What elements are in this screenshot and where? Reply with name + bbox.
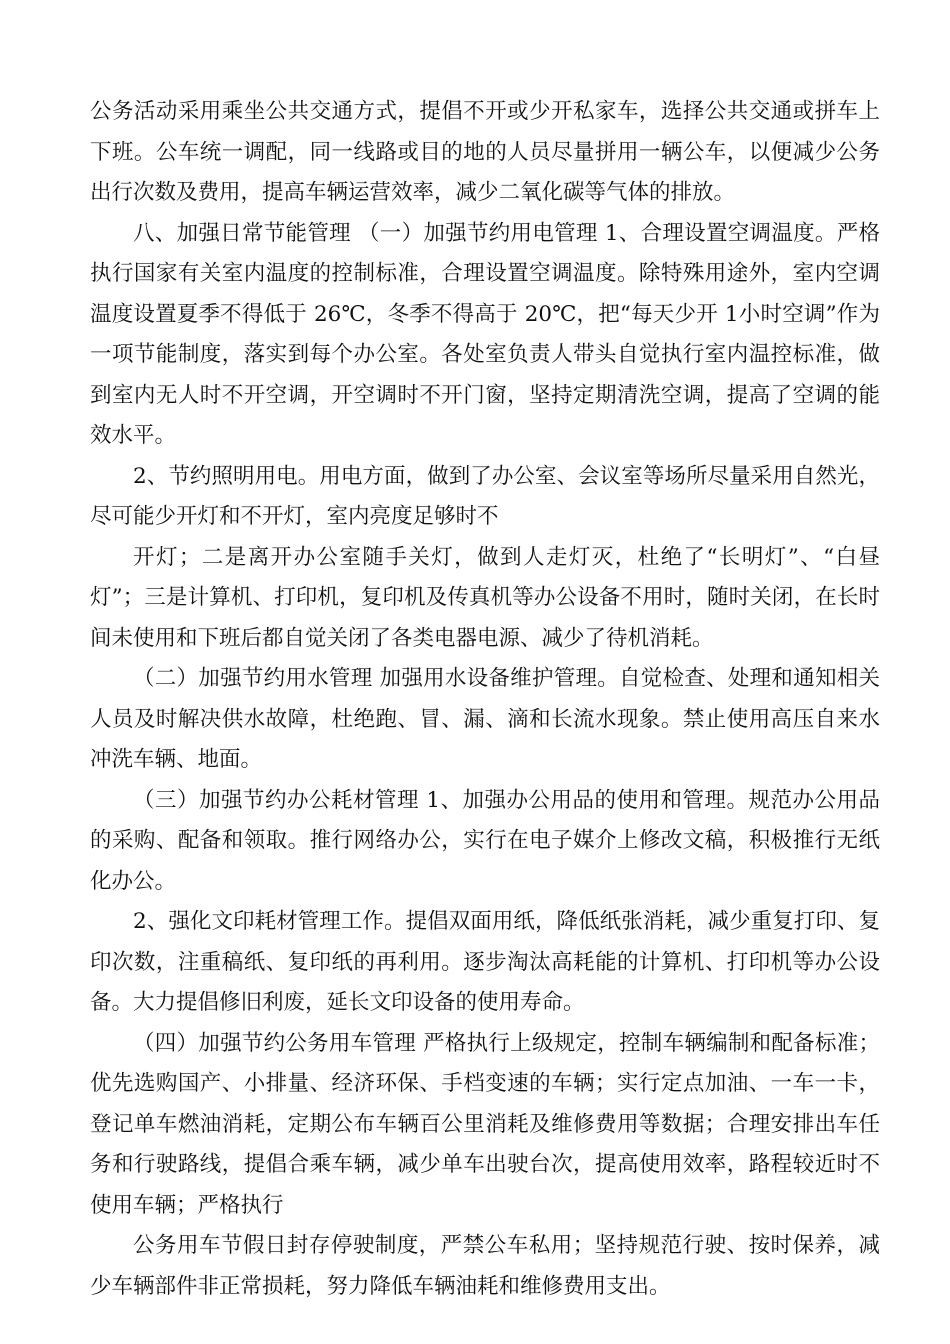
document-body <box>90 92 880 1307</box>
paragraph-vehicle-holiday-storage: 公务用车节假日封存停驶制度，严禁公车私用；坚持规范行驶、按时保养，减少车辆部件非正常损耗，努力降低车辆油耗和维修费用支出。 <box>90 1233 880 1299</box>
paragraph-office-supplies: （三）加强节约办公耗材管理 1、加强办公用品的使用和管理。规范办公用品的采购、配备和领取。推行网络办公，实行在电子媒介上修改文稿，积极推行无纸化办公。 <box>90 787 880 894</box>
paragraph-water-saving: （二）加强节约用水管理 加强用水设备维护管理。自觉检查、处理和通知相关人员及时解决供水故障，杜绝跑、冒、漏、滴和长流水现象。禁止使用高压自来水冲洗车辆、地面。 <box>90 666 880 772</box>
paragraph-official-vehicles: （四）加强节约公务用车管理 严格执行上级规定，控制车辆编制和配备标准；优先选购国产、小排量、经济环保、手档变速的车辆；实行定点加油、一车一卡，登记单车燃油消耗，定期公布车辆百公里消耗及维修费用等数据；合理安排出车任务和行驶路线，提倡合乘车辆，减少单车出驶台次，提高使用效率，路程较近时不使用车辆；严格执行 <box>90 1030 880 1218</box>
paragraph-public-transport: 公务活动采用乘坐公共交通方式，提倡不开或少开私家车，选择公共交通或拼车上下班。公车统一调配，同一线路或目的地的人员尽量拼用一辆公车，以便减少公务出行次数及费用，提高车辆运营效率，减少二氧化碳等气体的排放。 <box>90 99 880 205</box>
paragraph-lighting-electricity: 2、节约照明用电。用电方面，做到了办公室、会议室等场所尽量采用自然光，尽可能少开灯和不开灯，室内亮度足够时不 <box>90 463 880 529</box>
paragraph-lights-off: 开灯；二是离开办公室随手关灯，做到人走灯灭，杜绝了“长明灯”、“白昼灯”；三是计算机、打印机，复印机及传真机等办公设备不用时，随时关闭，在长时间未使用和下班后都自觉关闭了各类电器电源、减少了待机消耗。 <box>90 544 880 651</box>
paragraph-printing-consumables: 2、强化文印耗材管理工作。提倡双面用纸，降低纸张消耗，减少重复打印、复印次数，注重稿纸、复印纸的再利用。逐步淘汰高耗能的计算机、打印机等办公设备。大力提倡修旧利废，延长文印设备的使用寿命。 <box>90 909 880 1015</box>
paragraph-daily-energy-management: 八、加强日常节能管理 （一）加强节约用电管理 1、合理设置空调温度。严格执行国家有关室内温度的控制标准，合理设置空调温度。除特殊用途外，室内空调温度设置夏季不得低于 26℃，冬季不得高于 20℃，把“每天少开 1小时空调”作为一项节能制度，落实到每个办公室。各处室负责人带头自觉执行室内温控标准，做到室内无人时不开空调，开空调时不开门窗，坚持定期清洗空调，提高了空调的能效水平。 <box>90 220 880 448</box>
